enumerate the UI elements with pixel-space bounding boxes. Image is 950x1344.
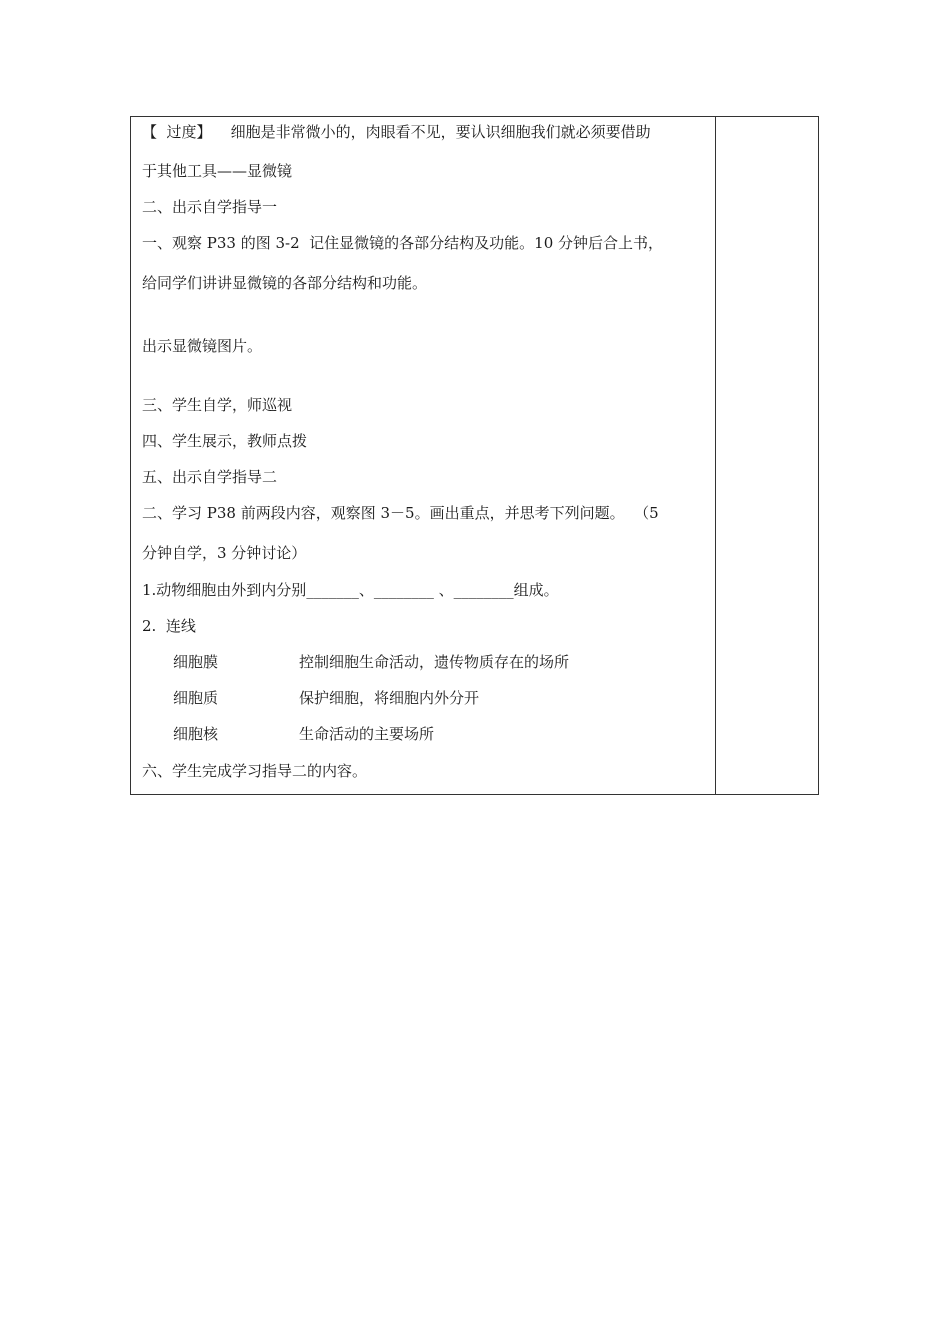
question-1: 1.动物细胞由外到内分别_______、________ 、________组成。: [142, 581, 559, 599]
notes-cell: [716, 117, 818, 794]
match-desc: 控制细胞生命活动，遗传物质存在的场所: [299, 653, 570, 671]
step-5: 五、出示自学指导二: [142, 468, 278, 486]
match-term: 细胞核: [173, 725, 219, 743]
match-term: 细胞膜: [173, 653, 219, 671]
show-picture: 出示显微镜图片。: [142, 337, 263, 355]
match-desc: 生命活动的主要场所: [299, 725, 435, 743]
question-2: 2. 连线: [142, 617, 196, 635]
guide2-line2: 分钟自学，3 分钟讨论）: [142, 544, 307, 562]
transition-text: 细胞是非常微小的，肉眼看不见，要认识细胞我们就必须要借助: [230, 123, 651, 141]
transition-bracket: 【 过度】: [142, 123, 212, 141]
step-6: 六、学生完成学习指导二的内容。: [142, 762, 368, 780]
step-2: 二、出示自学指导一: [142, 198, 278, 216]
guide1-line1: 一、观察 P33 的图 3-2 记住显微镜的各部分结构及功能。10 分钟后合上书，: [142, 234, 664, 252]
step-3: 三、学生自学，师巡视: [142, 396, 293, 414]
guide2-line1: 二、学习 P38 前两段内容，观察图 3－5。画出重点，并思考下列问题。 （5: [142, 504, 659, 522]
guide1-line2: 给同学们讲讲显微镜的各部分结构和功能。: [142, 274, 428, 292]
transition-line: [142, 123, 651, 141]
lesson-table: [130, 116, 819, 795]
step-4: 四、学生展示，教师点拨: [142, 432, 308, 450]
match-term: 细胞质: [173, 689, 219, 707]
transition-cont: 于其他工具——显微镜: [142, 162, 293, 180]
match-desc: 保护细胞，将细胞内外分开: [299, 689, 480, 707]
